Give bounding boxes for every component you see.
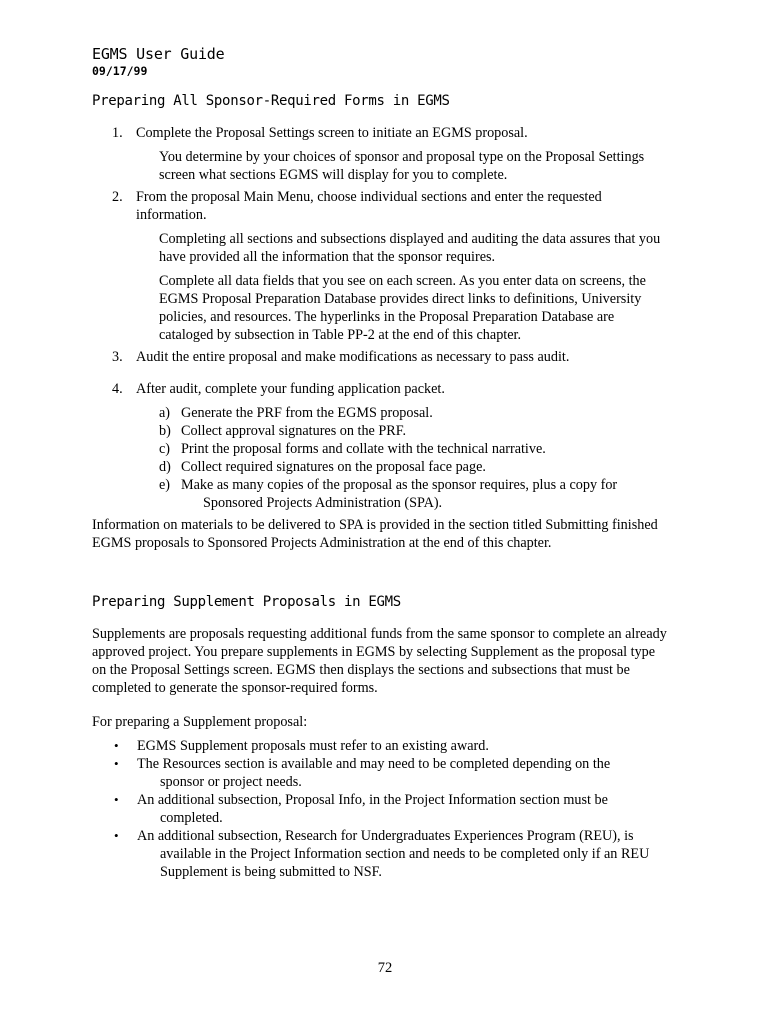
- bullet-text-continued: available in the Project Information section and needs to be completed only if an REU Supplement is being submitted to NSF.: [160, 846, 650, 880]
- bullet-text: EGMS Supplement proposals must refer to an existing award.: [137, 738, 489, 754]
- sublist-item: [159, 422, 670, 440]
- sublist-text: Print the proposal forms and collate with the technical narrative.: [181, 441, 546, 457]
- packet-sublist: [159, 404, 670, 512]
- step-number: 2.: [112, 189, 123, 205]
- step-text: After audit, complete your funding application packet.: [136, 381, 445, 397]
- sublist-item: [159, 440, 670, 458]
- bullet-text-continued: completed.: [160, 810, 223, 826]
- bullet-text-continued: sponsor or project needs.: [160, 774, 302, 790]
- step-item: [92, 188, 670, 344]
- guide-date: 09/17/99: [92, 64, 148, 78]
- sublist-letter: e): [159, 477, 171, 493]
- bullet-icon: •: [114, 828, 119, 843]
- bullet-text: The Resources section is available and may need to be completed depending on the: [137, 756, 611, 772]
- bullet-item: [92, 755, 670, 791]
- sublist-text: Collect approval signatures on the PRF.: [181, 423, 407, 439]
- supplement-bullet-list: [92, 737, 670, 881]
- supplement-lead-text: For preparing a Supplement proposal:: [92, 714, 308, 730]
- sublist-text-continued: Sponsored Projects Administration (SPA).: [203, 495, 443, 511]
- step-text: Complete the Proposal Settings screen to initiate an EGMS proposal.: [136, 125, 528, 141]
- bullet-text: An additional subsection, Proposal Info, in the Project Information section must be: [137, 792, 608, 808]
- spa-materials-paragraph: Information on materials to be delivered to SPA is provided in the section titled Submitting finished EGMS proposals to Sponsored Projects Administration at the end of this chapter.: [92, 517, 658, 551]
- bullet-item: [92, 791, 670, 827]
- steps-list: [92, 124, 670, 512]
- step-number: 4.: [112, 381, 123, 397]
- bullet-icon: •: [114, 756, 119, 771]
- sublist-letter: c): [159, 441, 171, 457]
- sublist-letter: b): [159, 423, 171, 439]
- step-detail: Complete all data fields that you see on each screen. As you enter data on screens, the EGMS Proposal Preparation Database provides direct links to definitions, University policies, and resources. The hyperlinks in the Proposal Preparation Database are cataloged by subsection in Table PP-2 at the end of this chapter.: [159, 273, 646, 343]
- sublist-item: [159, 458, 670, 476]
- page-number: 72: [377, 960, 393, 976]
- step-item: [92, 124, 670, 184]
- bullet-icon: •: [114, 792, 119, 807]
- supplements-intro-paragraph: Supplements are proposals requesting additional funds from the same sponsor to complete an already approved project. You prepare supplements in EGMS by selecting Supplement as the proposal type on the Proposal Settings screen. EGMS then displays the sections and subsections that must be completed to generate the sponsor-required forms.: [92, 626, 667, 696]
- guide-title: EGMS User Guide: [92, 45, 225, 63]
- sublist-letter: a): [159, 405, 171, 421]
- bullet-text: An additional subsection, Research for Undergraduates Experiences Program (REU), is: [137, 828, 634, 844]
- sublist-text: Generate the PRF from the EGMS proposal.: [181, 405, 433, 421]
- sublist-item: [159, 476, 670, 512]
- step-detail: Completing all sections and subsections displayed and auditing the data assures that you have provided all the information that the sponsor requires.: [159, 231, 661, 265]
- step-number: 1.: [112, 125, 123, 141]
- section-heading-sponsor-forms: Preparing All Sponsor-Required Forms in EGMS: [92, 93, 450, 109]
- sublist-item: [159, 404, 670, 422]
- sublist-text: Collect required signatures on the proposal face page.: [181, 459, 486, 475]
- step-detail: You determine by your choices of sponsor and proposal type on the Proposal Settings screen what sections EGMS will display for you to complete.: [159, 149, 645, 183]
- bullet-item: [92, 827, 670, 881]
- step-item: [92, 348, 670, 366]
- bullet-icon: •: [114, 738, 119, 753]
- sublist-letter: d): [159, 459, 171, 475]
- bullet-item: [92, 737, 670, 755]
- step-item: [92, 380, 670, 512]
- sublist-text: Make as many copies of the proposal as the sponsor requires, plus a copy for: [181, 477, 618, 493]
- section-heading-supplements: Preparing Supplement Proposals in EGMS: [92, 594, 401, 610]
- step-text: Audit the entire proposal and make modifications as necessary to pass audit.: [136, 349, 570, 365]
- step-number: 3.: [112, 349, 123, 365]
- step-text: From the proposal Main Menu, choose individual sections and enter the requested information.: [136, 189, 602, 223]
